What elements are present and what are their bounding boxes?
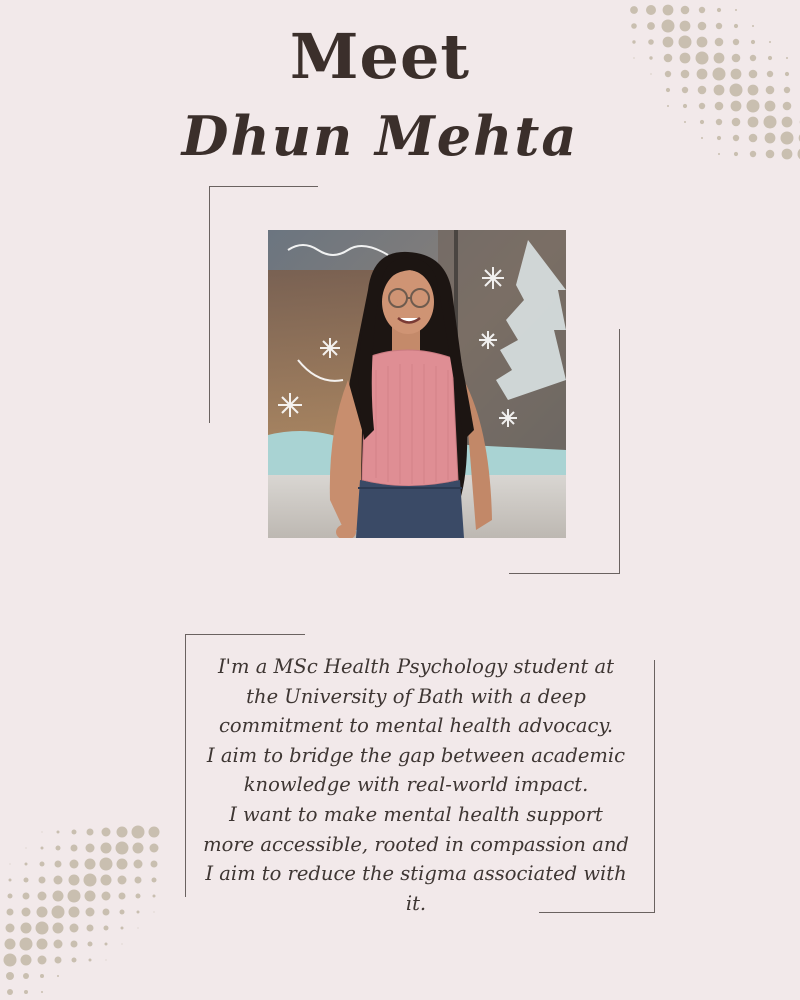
- profile-photo: [268, 230, 566, 538]
- dot: [132, 826, 145, 839]
- dot: [121, 927, 124, 930]
- dot: [88, 942, 93, 947]
- dot: [4, 954, 17, 967]
- dot: [56, 846, 61, 851]
- dot: [26, 848, 27, 849]
- dot: [6, 972, 14, 980]
- dot: [40, 974, 44, 978]
- dot: [117, 827, 128, 838]
- bio-line: I aim to bridge the gap between academic: [206, 743, 626, 767]
- dot: [85, 891, 96, 902]
- dot: [137, 911, 140, 914]
- dot: [101, 843, 112, 854]
- dot: [102, 828, 111, 837]
- bio-line: more accessible, rooted in compassion and: [203, 832, 629, 856]
- dot: [84, 874, 97, 887]
- dot: [54, 876, 63, 885]
- dot: [149, 827, 160, 838]
- dot: [7, 989, 13, 995]
- dot: [122, 944, 123, 945]
- dot: [71, 941, 78, 948]
- dot: [55, 957, 62, 964]
- dot: [116, 842, 129, 855]
- dot: [769, 41, 771, 43]
- dot: [72, 830, 77, 835]
- dot: [766, 150, 775, 159]
- dot: [86, 908, 95, 917]
- dot: [55, 861, 62, 868]
- dot: [87, 925, 94, 932]
- dot: [54, 940, 63, 949]
- dot: [630, 6, 638, 14]
- dot: [69, 875, 80, 886]
- dot: [117, 859, 128, 870]
- dot: [785, 72, 789, 76]
- dot: [766, 86, 775, 95]
- person-name: Dhun Mehta: [181, 104, 579, 168]
- dot: [767, 71, 773, 77]
- dot: [118, 876, 127, 885]
- dot: [782, 117, 793, 128]
- dot: [38, 892, 47, 901]
- dot: [154, 912, 155, 913]
- dot: [152, 878, 157, 883]
- dot: [784, 87, 790, 93]
- dot: [103, 909, 110, 916]
- dot-pattern-bottom-left: [0, 820, 175, 1000]
- dot: [646, 5, 656, 15]
- dot: [42, 832, 43, 833]
- dot: [138, 928, 139, 929]
- dot: [765, 101, 776, 112]
- dot: [20, 938, 33, 951]
- dot: [23, 893, 30, 900]
- dot: [68, 890, 81, 903]
- dot: [40, 862, 45, 867]
- dot: [104, 926, 109, 931]
- dot: [134, 860, 143, 869]
- dot: [6, 924, 15, 933]
- page-title: Meet: [289, 20, 471, 93]
- dot: [782, 149, 793, 160]
- dot: [36, 922, 49, 935]
- dot: [25, 863, 28, 866]
- dot: [768, 56, 772, 60]
- dot: [22, 908, 31, 917]
- dot: [10, 864, 11, 865]
- dot: [151, 861, 158, 868]
- bio-line: the University of Bath with a deep: [246, 684, 586, 708]
- dot: [681, 6, 690, 15]
- dot: [135, 877, 142, 884]
- bio-line: it.: [405, 891, 427, 915]
- dot: [72, 958, 77, 963]
- dot: [150, 844, 159, 853]
- dot: [781, 132, 794, 145]
- dot: [106, 960, 107, 961]
- dot: [153, 895, 156, 898]
- dot: [102, 892, 111, 901]
- dot: [105, 943, 108, 946]
- dot: [101, 875, 112, 886]
- bio-line: I'm a MSc Health Psychology student at: [217, 655, 615, 678]
- dot: [133, 843, 144, 854]
- dot: [8, 894, 13, 899]
- bio-line: I aim to reduce the stigma associated with: [205, 862, 627, 886]
- dot: [41, 847, 44, 850]
- dot: [9, 879, 12, 882]
- dot: [663, 5, 674, 16]
- dot: [39, 877, 46, 884]
- dot: [71, 845, 78, 852]
- dot: [57, 831, 60, 834]
- dot: [21, 923, 32, 934]
- dot: [87, 829, 94, 836]
- dot: [38, 956, 47, 965]
- dot: [100, 858, 113, 871]
- dot: [41, 991, 43, 993]
- dot: [37, 907, 48, 918]
- dot: [786, 57, 788, 59]
- bio-line: knowledge with real-world impact.: [243, 773, 589, 797]
- dot: [119, 893, 126, 900]
- dot: [52, 906, 65, 919]
- dot: [136, 894, 141, 899]
- dot: [764, 116, 777, 129]
- dot: [735, 9, 737, 11]
- dot: [69, 907, 80, 918]
- dot: [783, 102, 792, 111]
- dot: [21, 955, 32, 966]
- dot: [53, 923, 64, 934]
- bio-line: I want to make mental health support: [229, 802, 603, 826]
- dot: [120, 910, 125, 915]
- dot: [7, 909, 14, 916]
- dot: [24, 990, 28, 994]
- dot: [23, 973, 29, 979]
- dot: [53, 891, 64, 902]
- bio-text: [192, 652, 640, 918]
- dot: [85, 859, 96, 870]
- dot: [70, 924, 79, 933]
- bio-line: commitment to mental health advocacy.: [218, 714, 614, 738]
- dot: [37, 939, 48, 950]
- dot: [89, 959, 92, 962]
- dot: [717, 8, 721, 12]
- dot: [5, 939, 16, 950]
- dot: [699, 7, 705, 13]
- dot: [86, 844, 95, 853]
- portrait-photo-icon: [268, 230, 566, 538]
- dot: [57, 975, 59, 977]
- dot: [24, 878, 29, 883]
- dot: [765, 133, 776, 144]
- dot: [70, 860, 79, 869]
